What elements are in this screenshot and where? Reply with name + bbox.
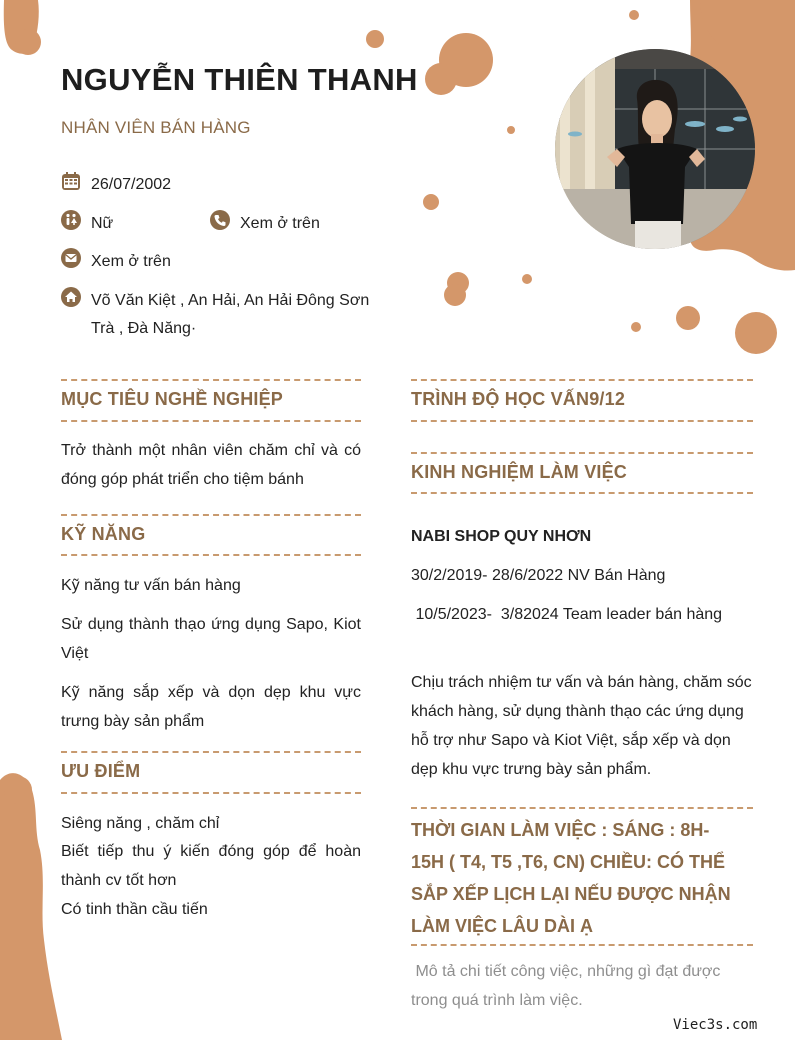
job-description: Chịu trách nhiệm tư vấn và bán hàng, chăm sóc khách hàng, sử dụng thành thạo các ứng dụng hỗ trợ như Sapo và Kiot Việt, sắp xếp và dọn dẹp khu vực trưng bày sản phẩm.: [411, 674, 752, 778]
section-divider: [411, 807, 753, 809]
strength-item: Có tinh thần cầu tiến: [61, 901, 208, 918]
education-title: TRÌNH ĐỘ HỌC VẤN9/12: [411, 389, 626, 409]
section-divider: [411, 492, 753, 494]
skill-item: Sử dụng thành thạo ứng dụng Sapo, Kiot Việt: [61, 616, 361, 662]
address-value: Võ Văn Kiệt , An Hải, An Hải Đông Sơn Trà , Đà Năng·: [91, 292, 370, 337]
strength-item: Biết tiếp thu ý kiến đóng góp để hoàn thành cv tốt hơn: [61, 843, 361, 889]
email-icon: [61, 248, 81, 268]
gender-value: Nữ: [91, 215, 114, 232]
worktime-description-placeholder: Mô tả chi tiết công việc, những gì đạt được trong quá trình làm việc.: [411, 963, 725, 1009]
company-name: NABI SHOP QUY NHƠN: [411, 528, 592, 545]
job-period: 10/5/2023- 3/82024 Team leader bán hàng: [411, 606, 723, 623]
objective-title: MỤC TIÊU NGHỀ NGHIỆP: [61, 389, 284, 409]
calendar-icon: [61, 171, 81, 191]
phone-value: Xem ở trên: [240, 215, 320, 232]
skill-item: Kỹ năng tư vấn bán hàng: [61, 577, 241, 594]
objective-text: Trở thành một nhân viên chăm chỉ và có đóng góp phát triển cho tiệm bánh: [61, 442, 361, 488]
section-divider: [61, 554, 361, 556]
section-divider: [61, 379, 361, 381]
section-divider: [61, 420, 361, 422]
strength-item: Siêng năng , chăm chỉ: [61, 815, 220, 832]
skills-title: KỸ NĂNG: [61, 524, 146, 544]
section-divider: [411, 944, 753, 946]
watermark: Viec3s.com: [673, 1017, 758, 1033]
gender-icon: [61, 210, 81, 230]
section-divider: [411, 452, 753, 454]
profile-photo: [555, 49, 755, 249]
birthday-value: 26/07/2002: [91, 176, 172, 193]
section-divider: [411, 379, 753, 381]
section-divider: [61, 514, 361, 516]
job-period: 30/2/2019- 28/6/2022 NV Bán Hàng: [411, 567, 666, 584]
section-divider: [61, 792, 361, 794]
experience-title: KINH NGHIỆM LÀM VIỆC: [411, 462, 628, 482]
email-value: Xem ở trên: [91, 253, 171, 270]
worktime-title: THỜI GIAN LÀM VIỆC : SÁNG : 8H-15H ( T4, T5 ,T6, CN) CHIỀU: CÓ THỂ SẮP XẾP LỊCH LẠI NẾU ĐƯỢC NHẬN LÀM VIỆC LÂU DÀI Ạ: [411, 820, 731, 936]
strengths-title: ƯU ĐIỂM: [61, 761, 141, 781]
candidate-position: NHÂN VIÊN BÁN HÀNG: [61, 118, 251, 137]
section-divider: [61, 751, 361, 753]
skill-item: Kỹ năng sắp xếp và dọn dẹp khu vực trưng bày sản phẩm: [61, 684, 361, 730]
home-icon: [61, 287, 81, 307]
section-divider: [411, 420, 753, 422]
phone-icon: [210, 210, 230, 230]
candidate-name: NGUYỄN THIÊN THANH: [61, 62, 418, 97]
